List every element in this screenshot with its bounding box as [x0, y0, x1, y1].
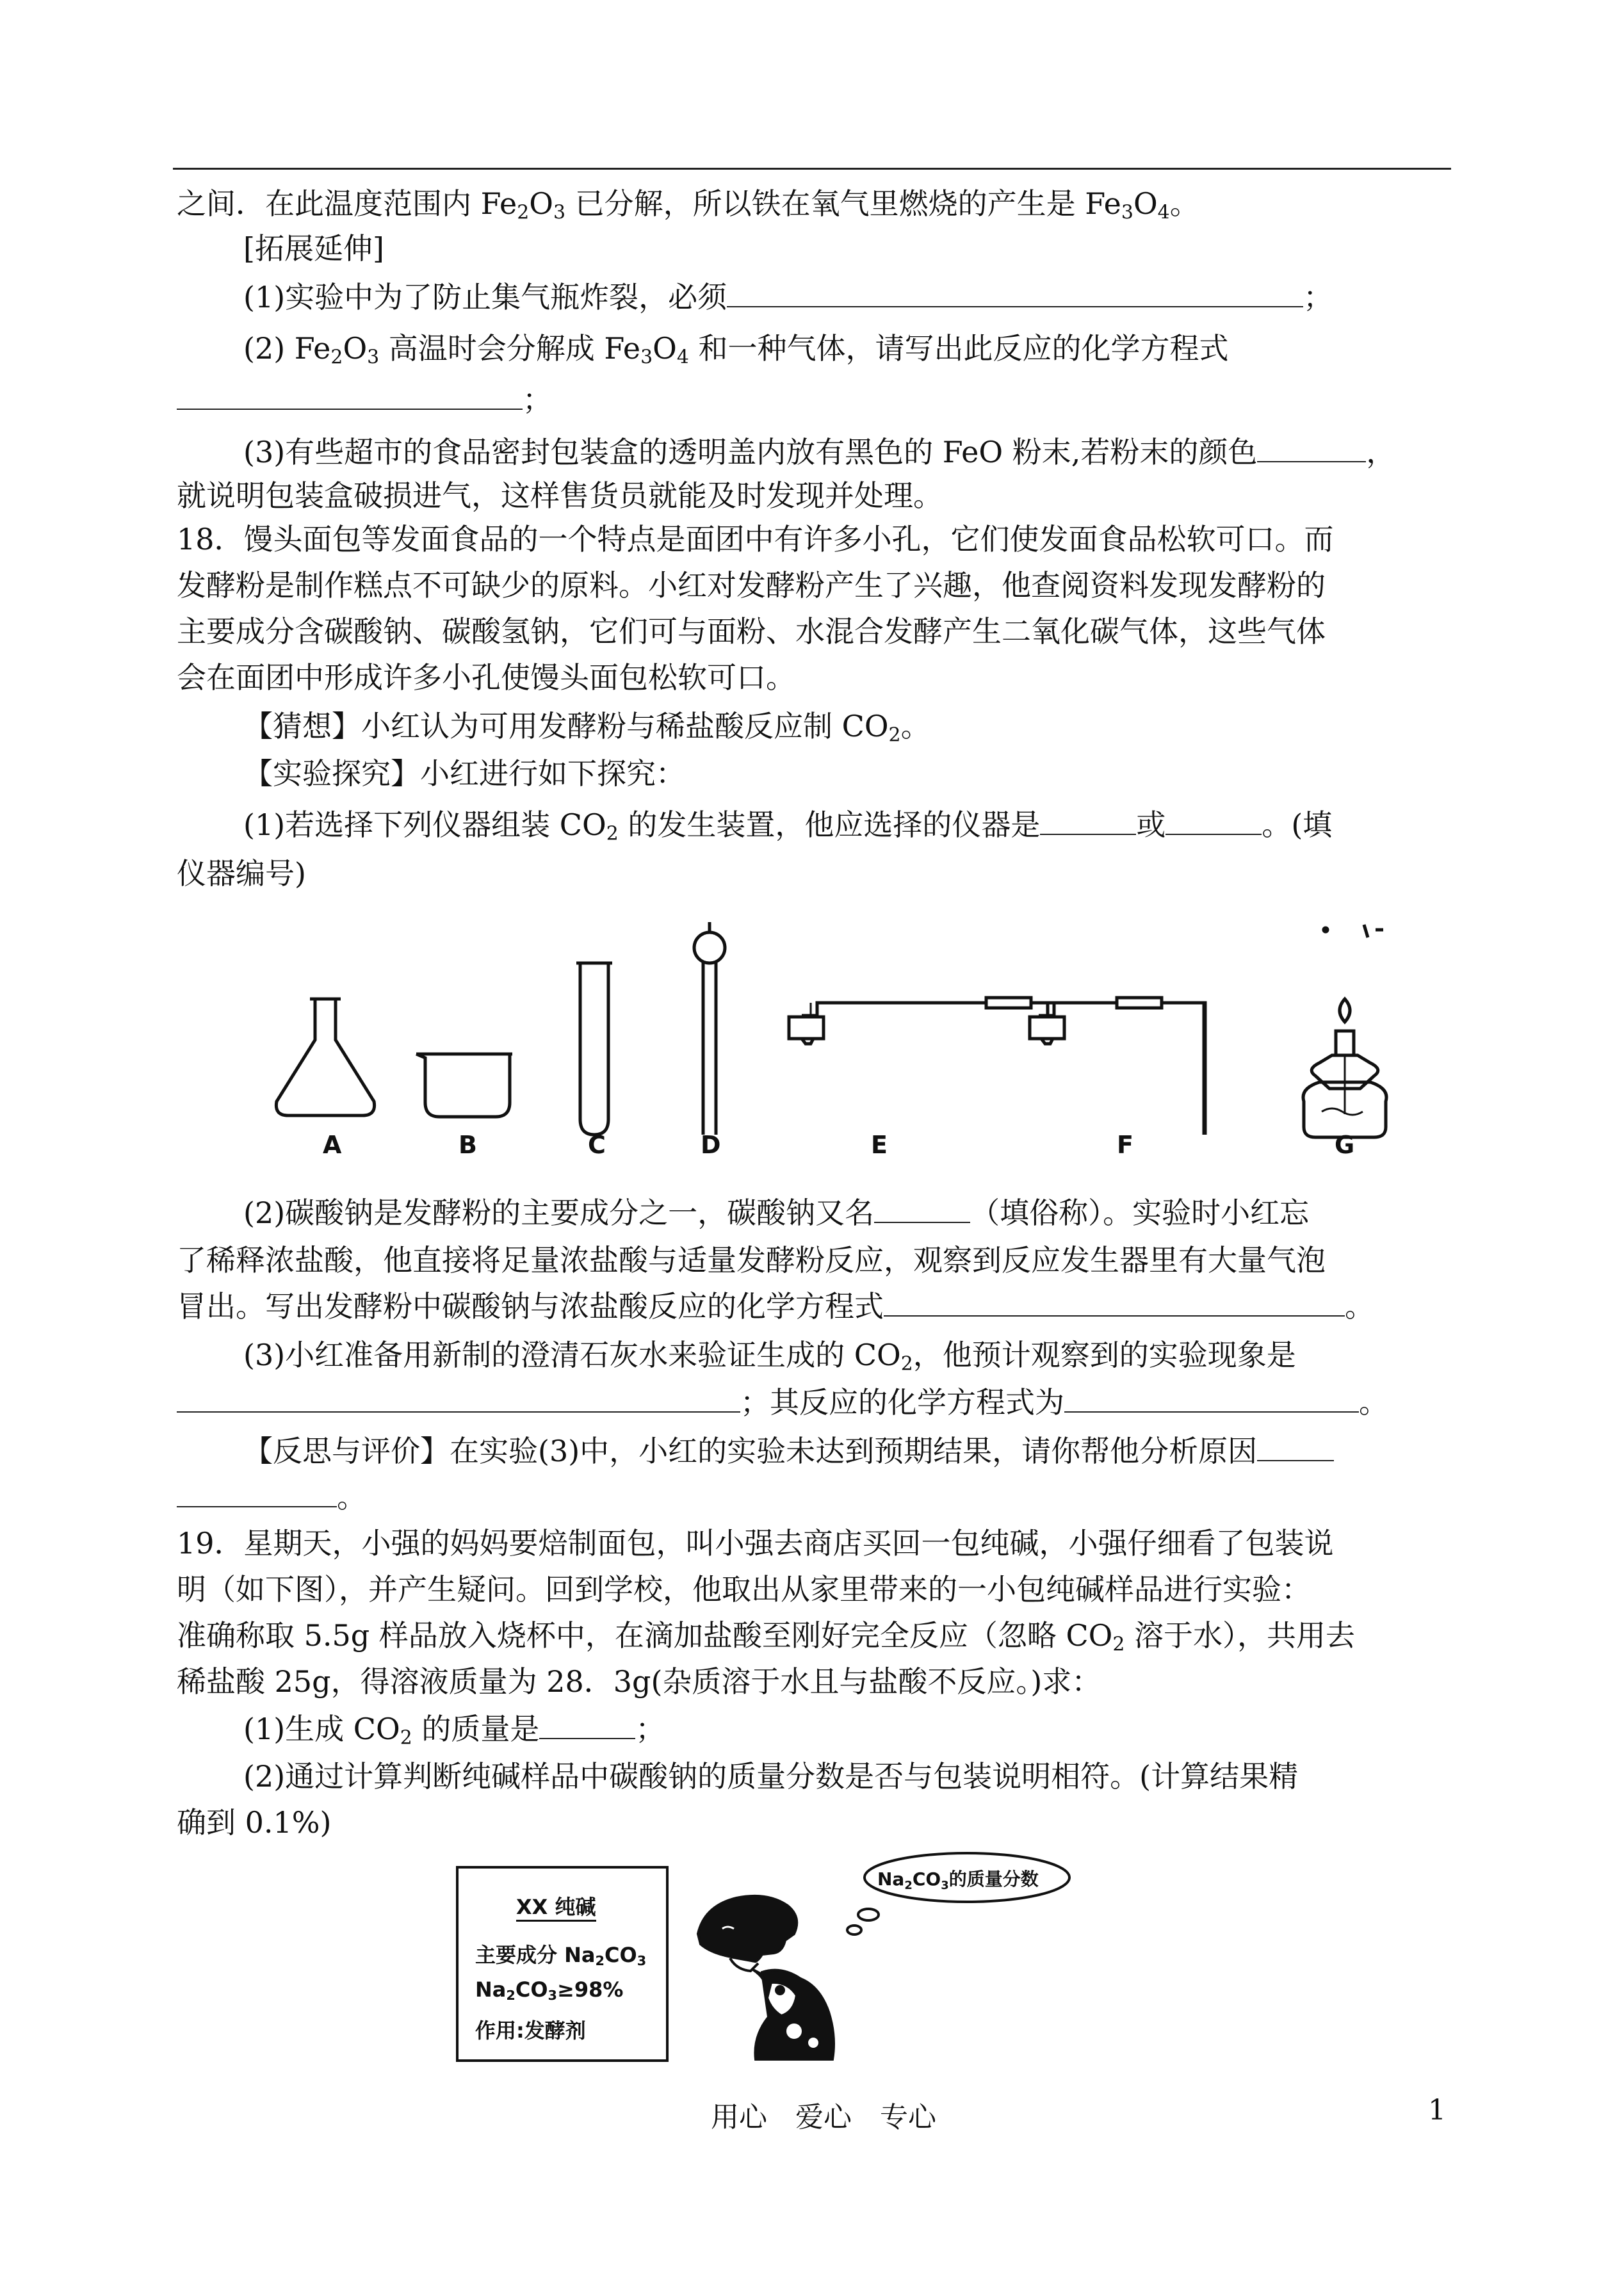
apparatus-label: C: [588, 1131, 606, 1159]
answer-blank[interactable]: [874, 1195, 970, 1223]
text-line: (3)小红准备用新制的澄清石灰水来验证生成的 $CO_2$，他预计观察到的实验现象是: [243, 1338, 1296, 1375]
text-line: 会在面团中形成许多小孔使馒头面包松软可口。: [177, 660, 795, 695]
answer-blank[interactable]: [1257, 1433, 1334, 1461]
apparatus-label: B: [459, 1131, 477, 1159]
text-line: 了稀释浓盐酸，他直接将足量浓盐酸与适量发酵粉反应，观察到反应发生器里有大量气泡: [177, 1243, 1326, 1277]
delivery-tube-f-icon: [1025, 986, 1217, 1140]
answer-blank[interactable]: [884, 1288, 1345, 1317]
answer-blank[interactable]: [1257, 434, 1366, 462]
answer-blank[interactable]: [177, 1384, 740, 1413]
answer-blank[interactable]: [727, 279, 1303, 307]
text-line: ；其反应的化学方程式为 。: [177, 1383, 1388, 1422]
beaker-icon: [416, 1054, 512, 1117]
package-purity: $Na_2CO_3\ge 98\%$: [475, 1977, 624, 2004]
apparatus-figure: [256, 909, 1422, 1140]
answer-blank[interactable]: [177, 382, 523, 410]
question-19: 19．星期天，小强的妈妈要焙制面包，叫小强去商店买回一包纯碱，小强仔细看了包装说: [177, 1526, 1334, 1561]
answer-blank[interactable]: [1040, 807, 1136, 835]
text-line: 【反思与评价】在实验(3)中，小红的实验未达到预期结果，请你帮他分析原因: [243, 1432, 1334, 1470]
text-line: (1)若选择下列仪器组装 $CO_2$ 的发生装置，他应选择的仪器是 或 。(填: [243, 807, 1333, 845]
thinking-boy-illustration: [692, 1844, 1076, 2062]
text-line: 发酵粉是制作糕点不可缺少的原料。小红对发酵粉产生了兴趣，他查阅资料发现发酵粉的: [177, 568, 1326, 603]
boy-icon: [698, 1896, 834, 2059]
text-line: 确到 0.1%): [177, 1805, 332, 1840]
package-title: XX 纯碱: [516, 1894, 596, 1922]
text-line: (1)实验中为了防止集气瓶炸裂，必须 ；: [243, 280, 1333, 314]
funnel-icon: [694, 922, 725, 1135]
header-rule: [173, 168, 1451, 170]
package-label: [456, 1866, 669, 2062]
text-line: (3)有些超市的食品密封包装盒的透明盖内放有黑色的 FeO 粉末,若粉末的颜色 ，: [243, 435, 1396, 469]
package-ingredient: 主要成分 $Na_2CO_3$: [475, 1943, 647, 1969]
conical-flask-icon: [276, 999, 374, 1115]
apparatus-label: G: [1335, 1131, 1355, 1159]
thought-bubble-icon: [847, 1853, 1069, 1934]
text-line: ；: [177, 380, 552, 419]
package-use: 作用:发酵剂: [475, 2018, 586, 2043]
text-line: 【实验探究】小红进行如下探究：: [243, 756, 685, 791]
section-heading: [拓展延伸]: [243, 231, 384, 266]
text-line: 。: [177, 1478, 366, 1516]
apparatus-label: F: [1117, 1131, 1133, 1159]
answer-blank[interactable]: [539, 1711, 635, 1739]
text-line: (2)碳酸钠是发酵粉的主要成分之一，碳酸钠又名 （填俗称）。实验时小红忘: [243, 1196, 1310, 1230]
text-line: 就说明包装盒破损进气，这样售货员就能及时发现并处理。: [177, 478, 943, 513]
text-line: (1)生成 $CO_2$ 的质量是 ；: [243, 1712, 665, 1749]
apparatus-label: D: [701, 1131, 721, 1159]
text-line: 仪器编号): [177, 856, 306, 891]
text-line: 冒出。写出发酵粉中碳酸钠与浓盐酸反应的化学方程式 。: [177, 1289, 1374, 1324]
text-line: 准确称取 5.5g 样品放入烧杯中，在滴加盐酸至刚好完全反应（忽略 $CO_2$ 溶于水），共用去: [177, 1618, 1356, 1656]
text-line: 之间．在此温度范围内 $Fe_2O_3$ 已分解，所以铁在氧气里燃烧的产生是 $Fe_3O_4$。: [177, 186, 1199, 224]
question-18: 18．馒头面包等发面食品的一个特点是面团中有许多小孔，它们使发面食品松软可口。而: [177, 522, 1334, 556]
apparatus-label: E: [871, 1131, 888, 1159]
text-line: 主要成分含碳酸钠、碳酸氢钠，它们可与面粉、水混合发酵产生二氧化碳气体，这些气体: [177, 614, 1326, 649]
page-number: 1: [1428, 2094, 1446, 2127]
text-line: 明（如下图），并产生疑问。回到学校，他取出从家里带来的一小包纯碱样品进行实验：: [177, 1572, 1311, 1607]
test-tube-icon: [576, 963, 612, 1135]
footer-motto: 用心 爱心 专心: [711, 2101, 936, 2134]
answer-blank[interactable]: [1165, 807, 1262, 835]
answer-blank[interactable]: [177, 1479, 337, 1507]
apparatus-label: A: [323, 1131, 342, 1159]
alcohol-lamp-icon: [1303, 925, 1386, 1137]
text-line: (2) $Fe_2O_3$ 高温时会分解成 $Fe_3O_4$ 和一种气体，请写出此反应的化学方程式: [243, 331, 1229, 369]
text-line: (2)通过计算判断纯碱样品中碳酸钠的质量分数是否与包装说明相符。(计算结果精: [243, 1759, 1299, 1794]
bubble-text: $Na_2CO_3$的质量分数: [877, 1869, 1039, 1892]
answer-blank[interactable]: [1064, 1384, 1359, 1413]
text-line: 【猜想】小红认为可用发酵粉与稀盐酸反应制 $CO_2$。: [243, 709, 930, 747]
text-line: 稀盐酸 25g，得溶液质量为 28．3g(杂质溶于水且与盐酸不反应。)求：: [177, 1664, 1101, 1699]
